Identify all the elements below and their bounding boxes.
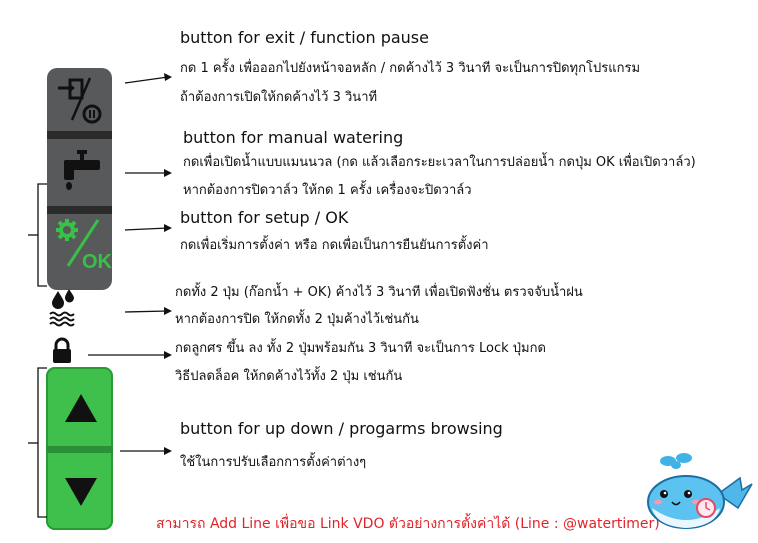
rain-desc-2: หากต้องการปิด ให้กดทั้ง 2 ปุ่มค้างไว้เช่นกัน [175, 312, 419, 327]
setup-title: button for setup / OK [180, 208, 349, 227]
lock-desc-2: วิธีปลดล็อค ให้กดค้างไว้ทั้ง 2 ปุ่ม เช่นกัน [175, 369, 403, 384]
updown-title: button for up down / progarms browsing [180, 419, 503, 438]
setup-desc-1: กดเพื่อเริ่มการตั้งค่า หรือ กดเพื่อเป็นการยืนยันการตั้งค่า [180, 238, 489, 253]
whale-mascot-icon [642, 450, 754, 532]
exit-desc-2: ถ้าต้องการเปิดให้กดค้างไว้ 3 วินาที [180, 90, 378, 105]
updown-desc-1: ใช้ในการปรับเลือกการตั้งค่าต่างๆ [180, 455, 367, 470]
exit-desc-1: กด 1 ครั้ง เพื่อออกไปยังหน้าจอหลัก / กดค้างไว้ 3 วินาที จะเป็นการปิดทุกโปรแกรม [180, 61, 641, 76]
exit-title: button for exit / function pause [180, 28, 429, 47]
whale-mascot [642, 450, 754, 532]
footer-note: สามารถ Add Line เพื่อขอ Link VDO ตัวอย่างการตั้งค่าได้ (Line : @watertimer) [156, 516, 660, 532]
ok-label: OK [82, 251, 112, 273]
manual-desc-2: หากต้องการปิดวาล์ว ให้กด 1 ครั้ง เครื่องจะปิดวาล์ว [183, 183, 472, 198]
lock-desc-1: กดลูกศร ขึ้น ลง ทั้ง 2 ปุ่มพร้อมกัน 3 วินาที จะเป็นการ Lock ปุ่มกด [175, 341, 546, 356]
manual-desc-1: กดเพื่อเปิดน้ำแบบแมนนวล (กด แล้วเลือกระยะเวลาในการปล่อยน้ำ กดปุ่ม OK เพื่อเปิดวาล์ว) [183, 155, 696, 170]
rain-desc-1: กดทั้ง 2 ปุ่ม (ก๊อกน้ำ + OK) ค้างไว้ 3 วินาที เพื่อเปิดฟังชั่น ตรวจจับน้ำฝน [175, 285, 583, 300]
manual-title: button for manual watering [183, 128, 404, 147]
